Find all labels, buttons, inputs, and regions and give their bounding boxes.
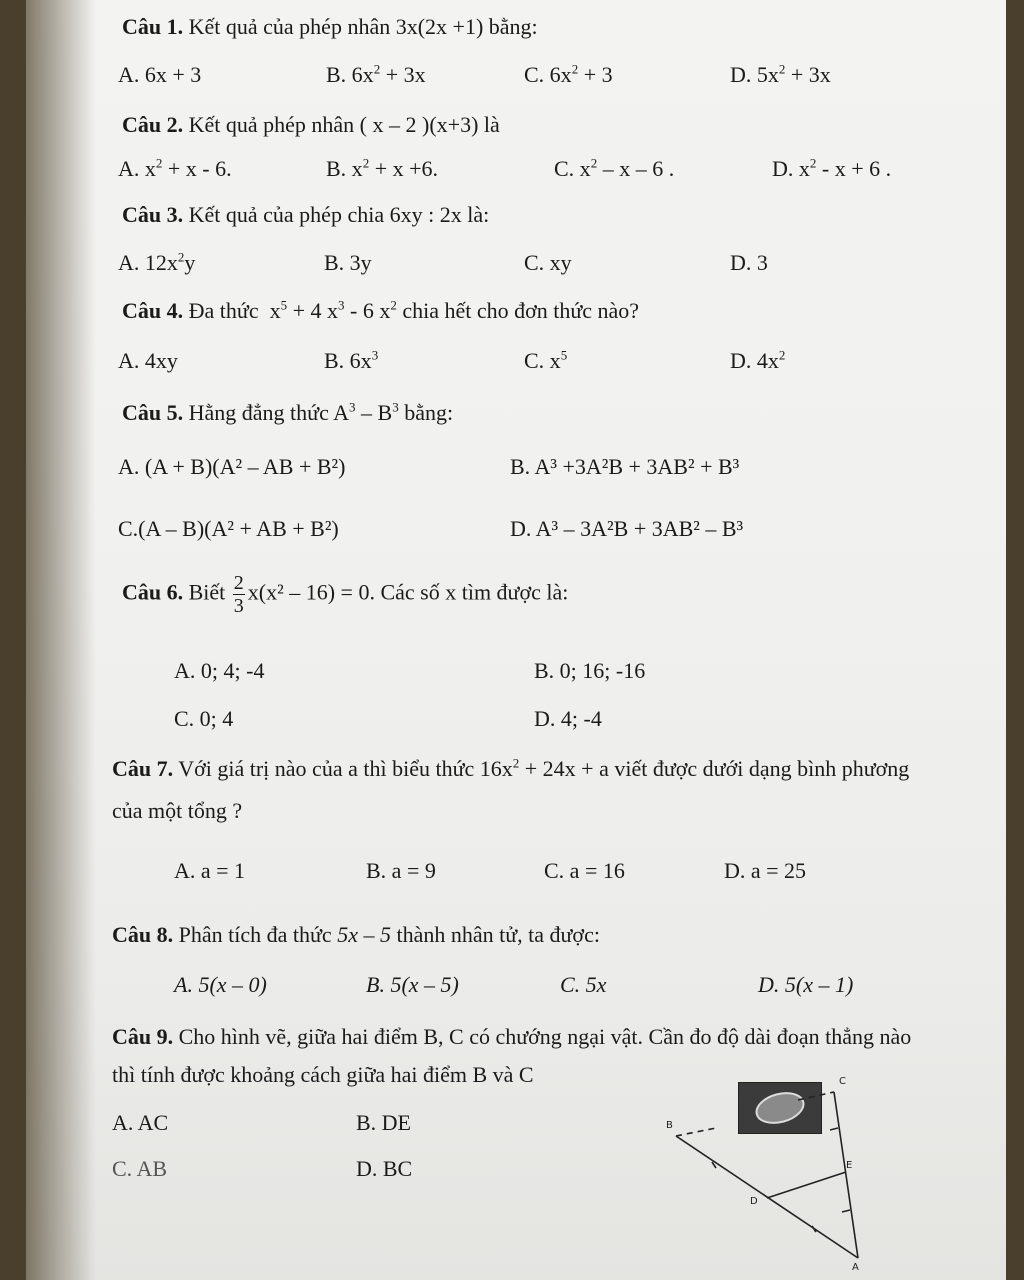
q2-option-d: D. $x^2 - x + 6$ . <box>772 155 892 181</box>
point-c-label: C <box>839 1076 846 1087</box>
question-1-text: Kết quả của phép nhân <box>188 14 391 39</box>
q1-option-a: A. 6x + 3 <box>118 62 202 87</box>
question-1-label: Câu 1. <box>122 14 184 39</box>
q4-option-d: D. $4x^2$ <box>730 347 786 373</box>
q9-option-a: A. AC <box>112 1110 169 1135</box>
q7-option-a: A. a = 1 <box>174 858 246 883</box>
question-1-expr: 3x(2x +1) <box>395 14 484 39</box>
exam-paper <box>26 0 1006 1280</box>
q7-option-c: C. a = 16 <box>544 858 625 883</box>
q2-option-b: B. $x^2 + x +6$. <box>326 155 439 181</box>
q2-option-a: A. $x^2 + x - 6$. <box>118 155 232 181</box>
question-2: Câu 2. Kết quả phép nhân ( x – 2 )(x+3) là <box>122 112 500 137</box>
point-e-label: E <box>846 1160 853 1171</box>
q9-option-d: D. BC <box>356 1156 413 1181</box>
geometry-figure <box>26 0 1006 1280</box>
q6-option-a: A. 0; 4; -4 <box>174 658 265 683</box>
q5-option-b: B. A³ +3A²B + 3AB² + B³ <box>510 454 740 479</box>
q5-option-d: D. A³ – 3A²B + 3AB² – B³ <box>510 516 744 541</box>
q8-option-d: D. 5(x – 1) <box>758 972 854 997</box>
q2-option-c: C. $x^2$ – x – 6 . <box>554 155 675 181</box>
question-9: Câu 9. Cho hình vẽ, giữa hai điểm B, C có chướng ngại vật. Cần đo độ dài đoạn thẳng nào <box>112 1024 912 1049</box>
question-7-line2: của một tổng ? <box>112 798 243 823</box>
q3-option-a: A. $12x^2y$ <box>118 249 196 275</box>
q1-option-d: D. $5x^2 + 3x$ <box>730 61 831 87</box>
q9-option-c: C. AB <box>112 1156 168 1181</box>
q3-option-c: C. xy <box>524 250 572 275</box>
q7-option-d: D. a = 25 <box>724 858 807 883</box>
q1-option-c: C. $6x^2 + 3$ <box>524 61 613 87</box>
question-8: Câu 8. Phân tích đa thức 5x – 5 thành nhân tử, ta được: <box>112 922 600 947</box>
question-9-line2: thì tính được khoảng cách giữa hai điểm B và C <box>112 1062 534 1087</box>
point-a-label: A <box>852 1262 859 1273</box>
q5-option-a: A. (A + B)(A² – AB + B²) <box>118 454 346 479</box>
q8-option-b: B. 5(x – 5) <box>366 972 459 997</box>
question-7: Câu 7. Với giá trị nào của a thì biểu thức $16x^2 + 24x + a$ viết được dưới dạng bình phương <box>112 755 910 781</box>
q6-option-d: D. 4; -4 <box>534 706 602 731</box>
point-b-label: B <box>666 1120 673 1131</box>
fraction-two-thirds: $\frac{2}{3}$ <box>233 572 244 617</box>
question-3: Câu 3. Kết quả của phép chia 6xy : 2x là: <box>122 202 490 227</box>
q1-option-b: B. $6x^2 + 3x$ <box>326 61 426 87</box>
q4-option-c: C. $x^5$ <box>524 347 568 373</box>
point-d-label: D <box>750 1196 758 1207</box>
question-4: Câu 4. Đa thức $x^5 + 4$ $x^3 - 6$ $x^2$ chia hết cho đơn thức nào? <box>122 297 640 323</box>
q3-option-d: D. 3 <box>730 250 768 275</box>
q9-option-b: B. DE <box>356 1110 411 1135</box>
q4-option-a: A. 4xy <box>118 348 178 373</box>
q6-option-b: B. 0; 16; -16 <box>534 658 646 683</box>
q5-option-c: C.(A – B)(A² + AB + B²) <box>118 516 339 541</box>
question-6: Câu 6. Biết $\frac{2}{3}$ x(x² – 16) = 0. Các số x tìm được là: <box>122 572 569 617</box>
question-5: Câu 5. Hằng đẳng thức $A^3 - B^3$ bằng: <box>122 399 454 425</box>
q8-option-c: C. 5x <box>560 972 607 997</box>
q6-option-c: C. 0; 4 <box>174 706 234 731</box>
q3-option-b: B. 3y <box>324 250 372 275</box>
q8-option-a: A. 5(x – 0) <box>174 972 267 997</box>
q4-option-b: B. $6x^3$ <box>324 347 379 373</box>
question-1-tail: bằng: <box>488 14 538 39</box>
q7-option-b: B. a = 9 <box>366 858 436 883</box>
